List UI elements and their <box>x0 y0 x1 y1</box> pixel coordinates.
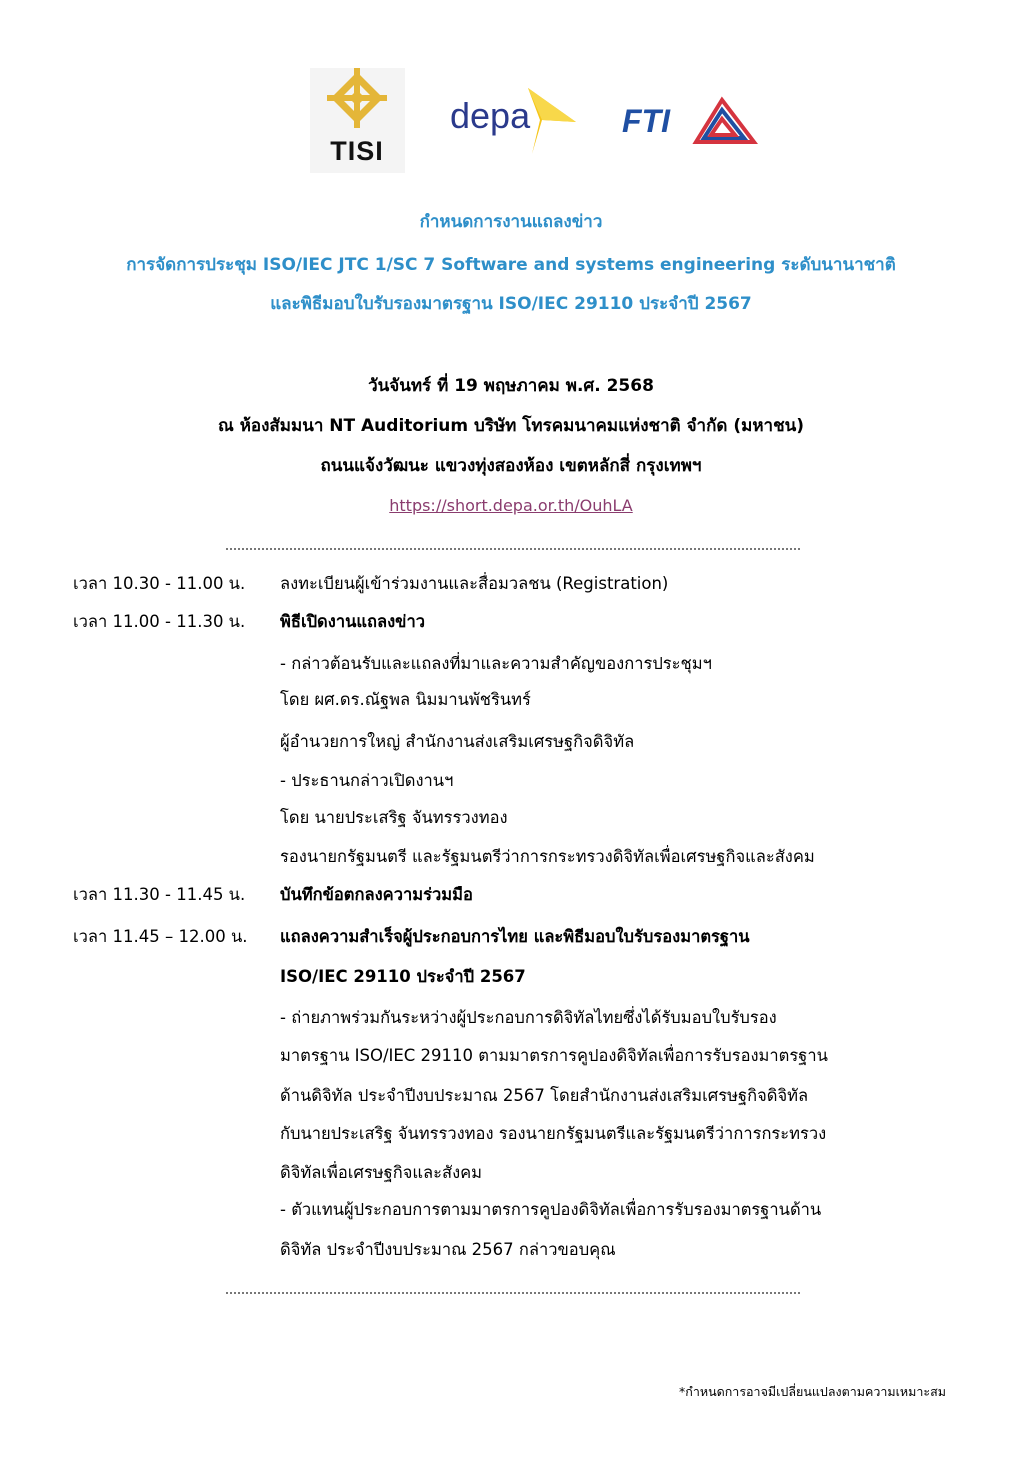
depa-logo-text: depa <box>450 95 531 136</box>
depa-logo <box>450 84 580 156</box>
agenda-item-2-line: โดย ผศ.ดร.ณัฐพล นิมมานพัชรินทร์ <box>280 690 531 709</box>
agenda-time-1: เวลา 10.30 - 11.00 น. <box>73 574 246 593</box>
agenda-item-4-title: ISO/IEC 29110 ประจำปี 2567 <box>280 967 526 986</box>
agenda-item-2-line: รองนายกรัฐมนตรี และรัฐมนตรีว่าการกระทรวงดิจิทัลเพื่อเศรษฐกิจและสังคม <box>280 847 815 866</box>
dotted-divider-top <box>225 547 800 551</box>
agenda-item-2-line: - กล่าวต้อนรับและแถลงที่มาและความสำคัญของการประชุมฯ <box>280 654 712 673</box>
agenda-item-2-title: พิธีเปิดงานแถลงข่าว <box>280 612 425 631</box>
event-date: วันจันทร์ ที่ 19 พฤษภาคม พ.ศ. 2568 <box>368 376 654 396</box>
agenda-item-4-line: - ถ่ายภาพร่วมกันระหว่างผู้ประกอบการดิจิทัลไทยซึ่งได้รับมอบใบรับรอง <box>280 1008 777 1027</box>
agenda-item-4-title: แถลงความสำเร็จผู้ประกอบการไทย และพิธีมอบใบรับรองมาตรฐาน <box>280 927 750 946</box>
tisi-logo-text: TISI <box>330 136 384 166</box>
agenda-time-4: เวลา 11.45 – 12.00 น. <box>73 927 248 946</box>
event-place: ณ ห้องสัมมนา NT Auditorium บริษัท โทรคมนาคมแห่งชาติ จำกัด (มหาชน) <box>218 416 804 436</box>
logo-row <box>0 68 1022 173</box>
agenda-item-4-line: ดิจิทัล ประจำปีงบประมาณ 2567 กล่าวขอบคุณ <box>280 1240 616 1259</box>
footnote: *กำหนดการอาจมีเปลี่ยนแปลงตามความเหมาะสม <box>679 1384 946 1399</box>
page-title: กำหนดการงานแถลงข่าว <box>419 212 603 232</box>
fti-logo <box>622 96 758 148</box>
agenda-item-2-line: โดย นายประเสริฐ จันทรรวงทอง <box>280 808 508 827</box>
agenda-item-4-line: - ตัวแทนผู้ประกอบการตามมาตรการคูปองดิจิทัลเพื่อการรับรองมาตรฐานด้าน <box>280 1200 822 1219</box>
event-title-line-1: การจัดการประชุม ISO/IEC JTC 1/SC 7 Software and systems engineering ระดับนานาชาติ <box>126 255 896 275</box>
agenda-item-2-line: ผู้อำนวยการใหญ่ สำนักงานส่งเสริมเศรษฐกิจดิจิทัล <box>280 732 635 751</box>
event-title-line-2: และพิธีมอบใบรับรองมาตรฐาน ISO/IEC 29110 ประจำปี 2567 <box>270 294 752 314</box>
agenda-item-2-line: - ประธานกล่าวเปิดงานฯ <box>280 771 454 790</box>
agenda-item-4-line: ด้านดิจิทัล ประจำปีงบประมาณ 2567 โดยสำนักงานส่งเสริมเศรษฐกิจดิจิทัล <box>280 1086 809 1105</box>
agenda-item-4-line: ดิจิทัลเพื่อเศรษฐกิจและสังคม <box>280 1163 483 1182</box>
agenda-time-2: เวลา 11.00 - 11.30 น. <box>73 612 246 631</box>
tisi-logo <box>310 68 405 173</box>
fti-logo-text: FTI <box>622 103 670 139</box>
agenda-item-4-line: กับนายประเสริฐ จันทรรวงทอง รองนายกรัฐมนตรีและรัฐมนตรีว่าการกระทรวง <box>280 1124 827 1143</box>
dotted-divider-bottom <box>225 1291 800 1295</box>
agenda-item-1: ลงทะเบียนผู้เข้าร่วมงานและสื่อมวลชน (Registration) <box>280 574 669 593</box>
agenda-item-3-title: บันทึกข้อตกลงความร่วมมือ <box>280 885 473 904</box>
event-address: ถนนแจ้งวัฒนะ แขวงทุ่งสองห้อง เขตหลักสี่ กรุงเทพฯ <box>320 456 702 476</box>
registration-link[interactable]: https://short.depa.or.th/OuhLA <box>389 496 633 515</box>
agenda-time-3: เวลา 11.30 - 11.45 น. <box>73 885 246 904</box>
agenda-item-4-line: มาตรฐาน ISO/IEC 29110 ตามมาตรการคูปองดิจิทัลเพื่อการรับรองมาตรฐาน <box>280 1046 828 1065</box>
